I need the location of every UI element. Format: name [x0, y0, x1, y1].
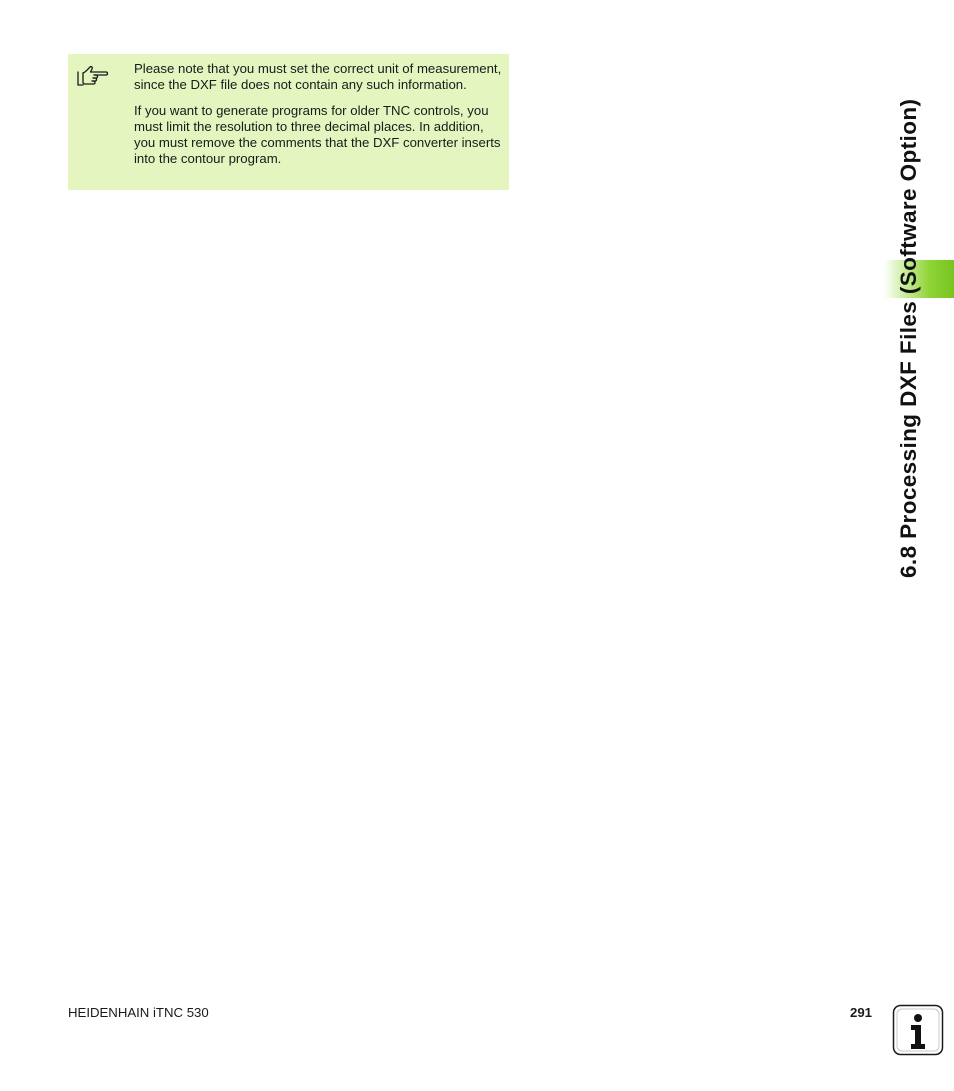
note-paragraph-unit: Please note that you must set the correct unit of measurement, since the DXF file does not contain any such information.	[134, 61, 502, 92]
note-paragraph-resolution: If you want to generate programs for older TNC controls, you must limit the resolution to three decimal places. In addition, you must remove the comments that the DXF converter inserts into the contour program.	[134, 103, 501, 166]
info-icon	[892, 1004, 944, 1056]
footer-manual-name: HEIDENHAIN iTNC 530	[68, 1005, 209, 1020]
note-text	[134, 61, 502, 177]
chapter-side-title: 6.8 Processing DXF Files (Software Option)	[896, 98, 921, 578]
note-box	[68, 54, 509, 190]
pointing-hand-icon	[76, 64, 110, 90]
page-number: 291	[849, 1005, 872, 1020]
